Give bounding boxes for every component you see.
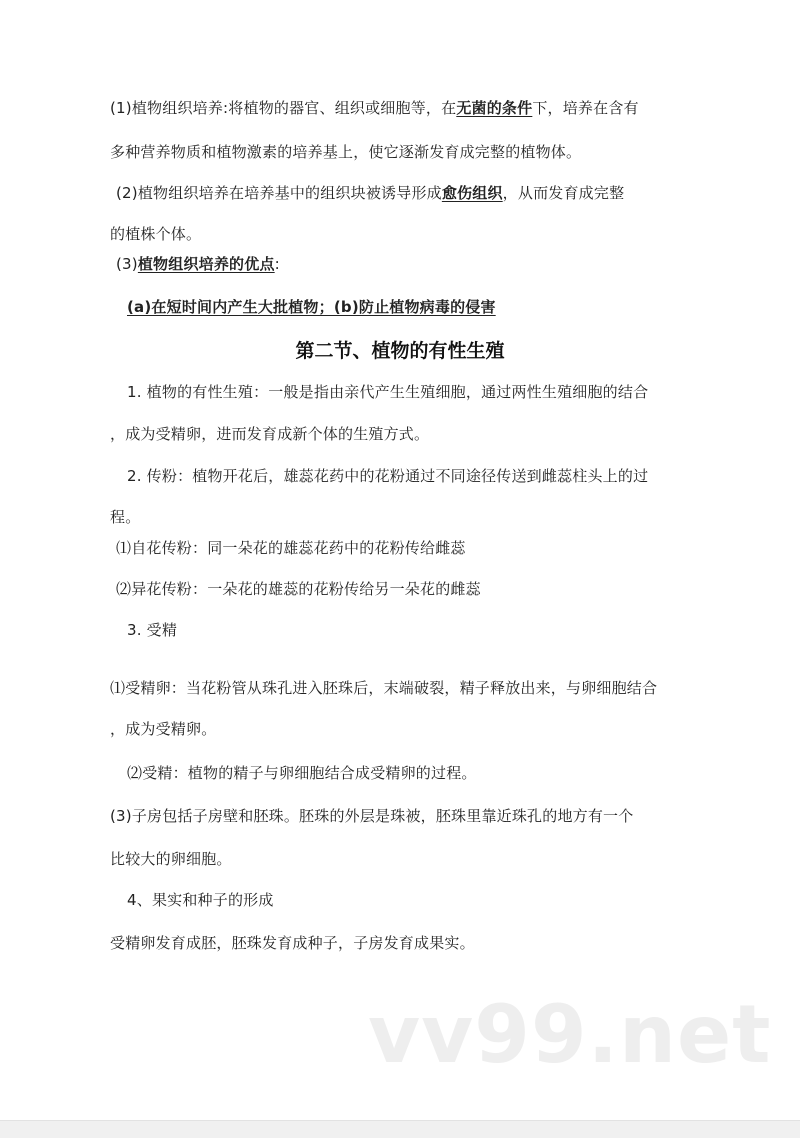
line-3-text: (2)植物组织培养在培养基中的组织块被诱导形成: [116, 184, 442, 202]
paragraph-line-14: ⑴受精卵：当花粉管从珠孔进入胚珠后，末端破裂，精子释放出来，与卵细胞结合: [110, 679, 658, 697]
paragraph-line-2: 多种营养物质和植物激素的培养基上，使它逐渐发育成完整的植物体。: [110, 143, 582, 161]
paragraph-line-9: 2. 传粉：植物开花后，雄蕊花药中的花粉通过不同途径传送到雌蕊柱头上的过: [127, 467, 649, 485]
paragraph-line-17: (3)子房包括子房壁和胚珠。胚珠的外层是珠被，胚珠里靠近珠孔的地方有一个: [110, 807, 634, 825]
paragraph-line-7: 1. 植物的有性生殖：一般是指由亲代产生生殖细胞，通过两性生殖细胞的结合: [127, 383, 649, 401]
advantages-line: (a)在短时间内产生大批植物；(b)防止植物病毒的侵害: [127, 298, 496, 316]
paragraph-line-18: 比较大的卵细胞。: [110, 850, 232, 868]
paragraph-line-11: ⑴自花传粉：同一朵花的雄蕊花药中的花粉传给雌蕊: [116, 539, 466, 557]
paragraph-line-16: ⑵受精：植物的精子与卵细胞结合成受精卵的过程。: [127, 764, 477, 782]
paragraph-line-5: [116, 254, 280, 274]
line-1-emphasis: 无菌的条件: [456, 99, 533, 117]
line-3-emphasis: 愈伤组织: [441, 184, 503, 202]
paragraph-line-10: 程。: [110, 508, 141, 526]
paragraph-line-19: 4、果实和种子的形成: [127, 891, 274, 909]
paragraph-line-15: ，成为受精卵。: [110, 720, 217, 738]
paragraph-line-3: [116, 183, 624, 203]
section-heading: 第二节、植物的有性生殖: [295, 340, 505, 362]
line-1-text: (1)植物组织培养:将植物的器官、组织或细胞等，在: [110, 99, 457, 117]
paragraph-line-12: ⑵异花传粉：一朵花的雄蕊的花粉传给另一朵花的雌蕊: [116, 580, 481, 598]
line-1-tail: 下，培养在含有: [532, 99, 639, 117]
line-3-tail: ，从而发育成完整: [502, 184, 625, 202]
paragraph-line-20: 受精卵发育成胚，胚珠发育成种子，子房发育成果实。: [110, 934, 475, 952]
paragraph-line-8: ，成为受精卵，进而发育成新个体的生殖方式。: [110, 425, 430, 443]
page-bottom-strip: [0, 1120, 800, 1138]
line-5-text: (3): [116, 255, 138, 273]
paragraph-line-1: [110, 98, 639, 118]
line-5-tail: :: [274, 255, 280, 273]
paragraph-line-4: 的植株个体。: [110, 225, 202, 243]
paragraph-line-13: 3. 受精: [127, 621, 178, 639]
watermark-text: vv99.net: [368, 988, 772, 1081]
line-5-emphasis: 植物组织培养的优点: [137, 255, 275, 273]
